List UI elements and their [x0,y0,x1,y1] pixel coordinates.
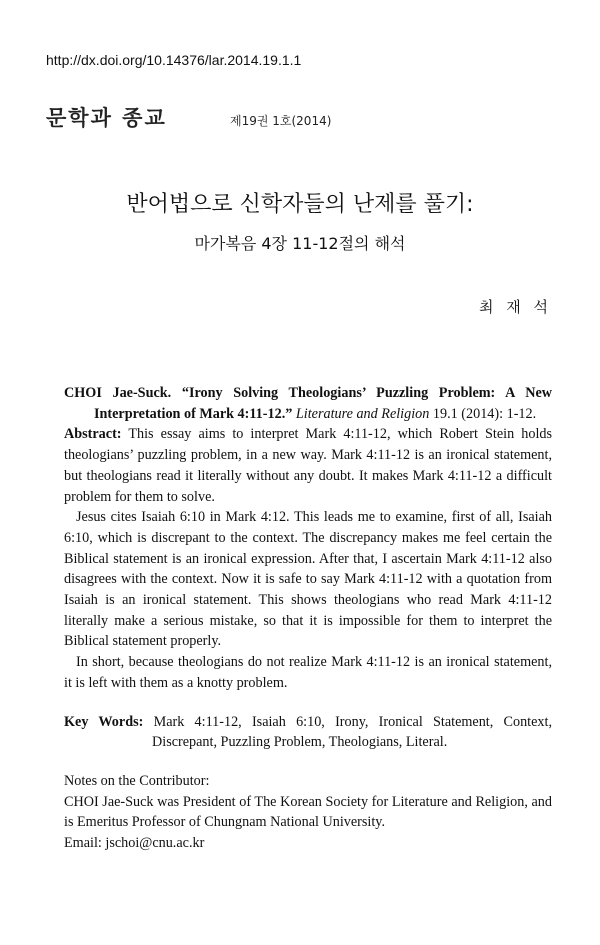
abstract-paragraph-2: Jesus cites Isaiah 6:10 in Mark 4:12. This leads me to examine, first of all, Isaiah 6:10, which is discrepant to the context. The discrepancy makes me feel certain the Biblical statement is an ironical expression. After that, I ascertain Mark 4:11-12 also disagrees with the context. Now it is safe to say Mark 4:11-12 with a quotation from Isaiah is an ironical statement. This shows theologians who read Mark 4:11-12 literally make a serious mistake, so that it is impossible for them to interpret the Biblical statement properly. [64,509,552,650]
author-email[interactable]: Email: jschoi@cnu.ac.kr [64,835,205,852]
keywords [64,712,552,753]
abstract-label: Abstract: [64,426,122,443]
keywords-label: Key Words: [64,713,144,730]
issue-label: 제19권 1호(2014) [230,114,332,128]
author-name: 최 재 석 [478,298,552,316]
citation-details: 19.1 (2014): 1-12. [432,405,537,422]
notes-heading: Notes on the Contributor: [64,772,210,789]
citation-title: “Irony Solving Theologians’ Puzzling Problem: A New Interpretation of Mark 4:11-12.” [94,385,553,422]
notes-text: CHOI Jae-Suck was President of The Korean Society for Literature and Religion, and is Emeritus Professor of Chungnam National University. [64,793,552,831]
abstract-text-1: This essay aims to interpret Mark 4:11-12, which Robert Stein holds theologians’ puzzling problem, in a new way. Mark 4:11-12 is an ironical statement, but theologians read it literally without any doubt. It makes Mark 4:11-12 a difficult problem for them to solve. [64,426,553,505]
keywords-text: Mark 4:11-12, Isaiah 6:10, Irony, Ironical Statement, Context, Discrepant, Puzzling Problem, Theologians, Literal. [152,713,553,751]
journal-name: 문학과 종교 [46,105,167,130]
paper-subtitle: 마가복음 4장 11-12절의 해석 [194,234,406,253]
citation [64,383,552,424]
paper-title: 반어법으로 신학자들의 난제를 풀기: [126,192,474,217]
citation-journal: Literature and Religion [295,405,430,422]
doi-link[interactable]: http://dx.doi.org/10.14376/lar.2014.19.1.1 [46,52,302,68]
abstract-section [64,383,552,854]
abstract-paragraph-3: In short, because theologians do not realize Mark 4:11-12 is an ironical statement, it is left with them as a knotty problem. [64,654,552,691]
citation-authors: CHOI Jae-Suck. [64,385,172,401]
abstract-paragraph-1 [64,424,552,507]
